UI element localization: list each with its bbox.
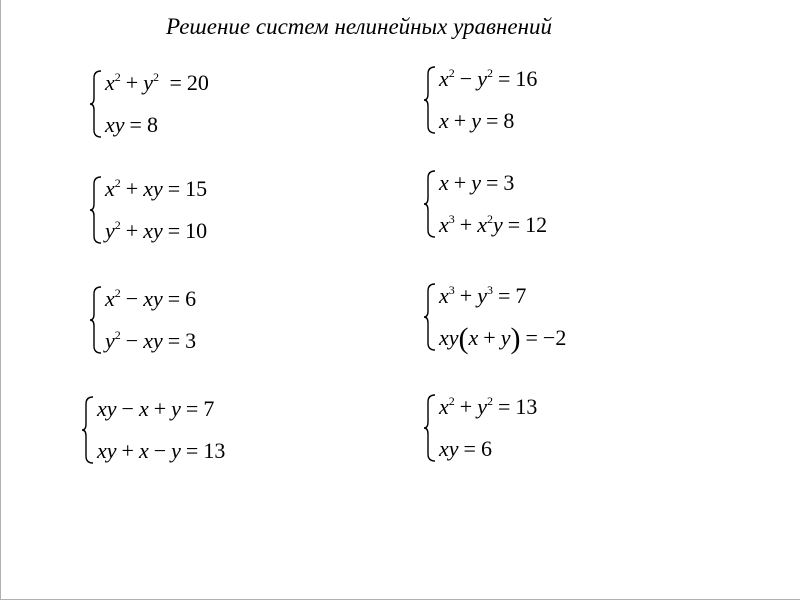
equation-system-8 xyxy=(423,394,537,462)
equation-system-7 xyxy=(81,396,225,464)
equation: $y^2$ + xy = 10 xyxy=(105,218,208,243)
equation-system-2 xyxy=(423,66,537,134)
equation: xy + x − y = 13 xyxy=(97,438,226,463)
equation-system-4 xyxy=(423,170,547,238)
equation: xy − x + y = 7 xyxy=(97,396,215,421)
brace-icon xyxy=(423,394,437,462)
brace-icon xyxy=(423,283,437,351)
equation-system-5 xyxy=(89,286,196,354)
equation: $x^2$ + xy = 15 xyxy=(105,176,208,201)
equation: xy = 8 xyxy=(105,112,158,137)
equation: $x^2$ − xy = 6 xyxy=(105,286,197,311)
brace-icon xyxy=(89,176,103,244)
equation-system-6 xyxy=(423,283,567,355)
brace-icon xyxy=(81,396,95,464)
equation: $x^3 + x^2y = 12$ xyxy=(439,212,548,237)
equation: xy(x + y) = −2 xyxy=(439,322,567,355)
equation: $x^3 + y^3 = 7$ xyxy=(439,283,527,308)
equation: $x^2 + y^2 = 20$ xyxy=(105,70,209,95)
equation: x + y = 3 xyxy=(439,170,515,195)
equation: x + y = 8 xyxy=(439,108,515,133)
equation: xy = 6 xyxy=(439,436,492,461)
brace-icon xyxy=(423,66,437,134)
brace-icon xyxy=(89,286,103,354)
equation: $x^2 - y^2 = 16$ xyxy=(439,66,538,91)
page-title: Решение систем нелинейных уравнений xyxy=(166,14,553,39)
equation-system-3 xyxy=(89,176,207,244)
brace-icon xyxy=(423,170,437,238)
equation-system-1 xyxy=(89,70,209,138)
brace-icon xyxy=(89,70,103,138)
equation: $x^2 + y^2 = 13$ xyxy=(439,394,538,419)
equation: $y^2$ − xy = 3 xyxy=(105,328,197,353)
